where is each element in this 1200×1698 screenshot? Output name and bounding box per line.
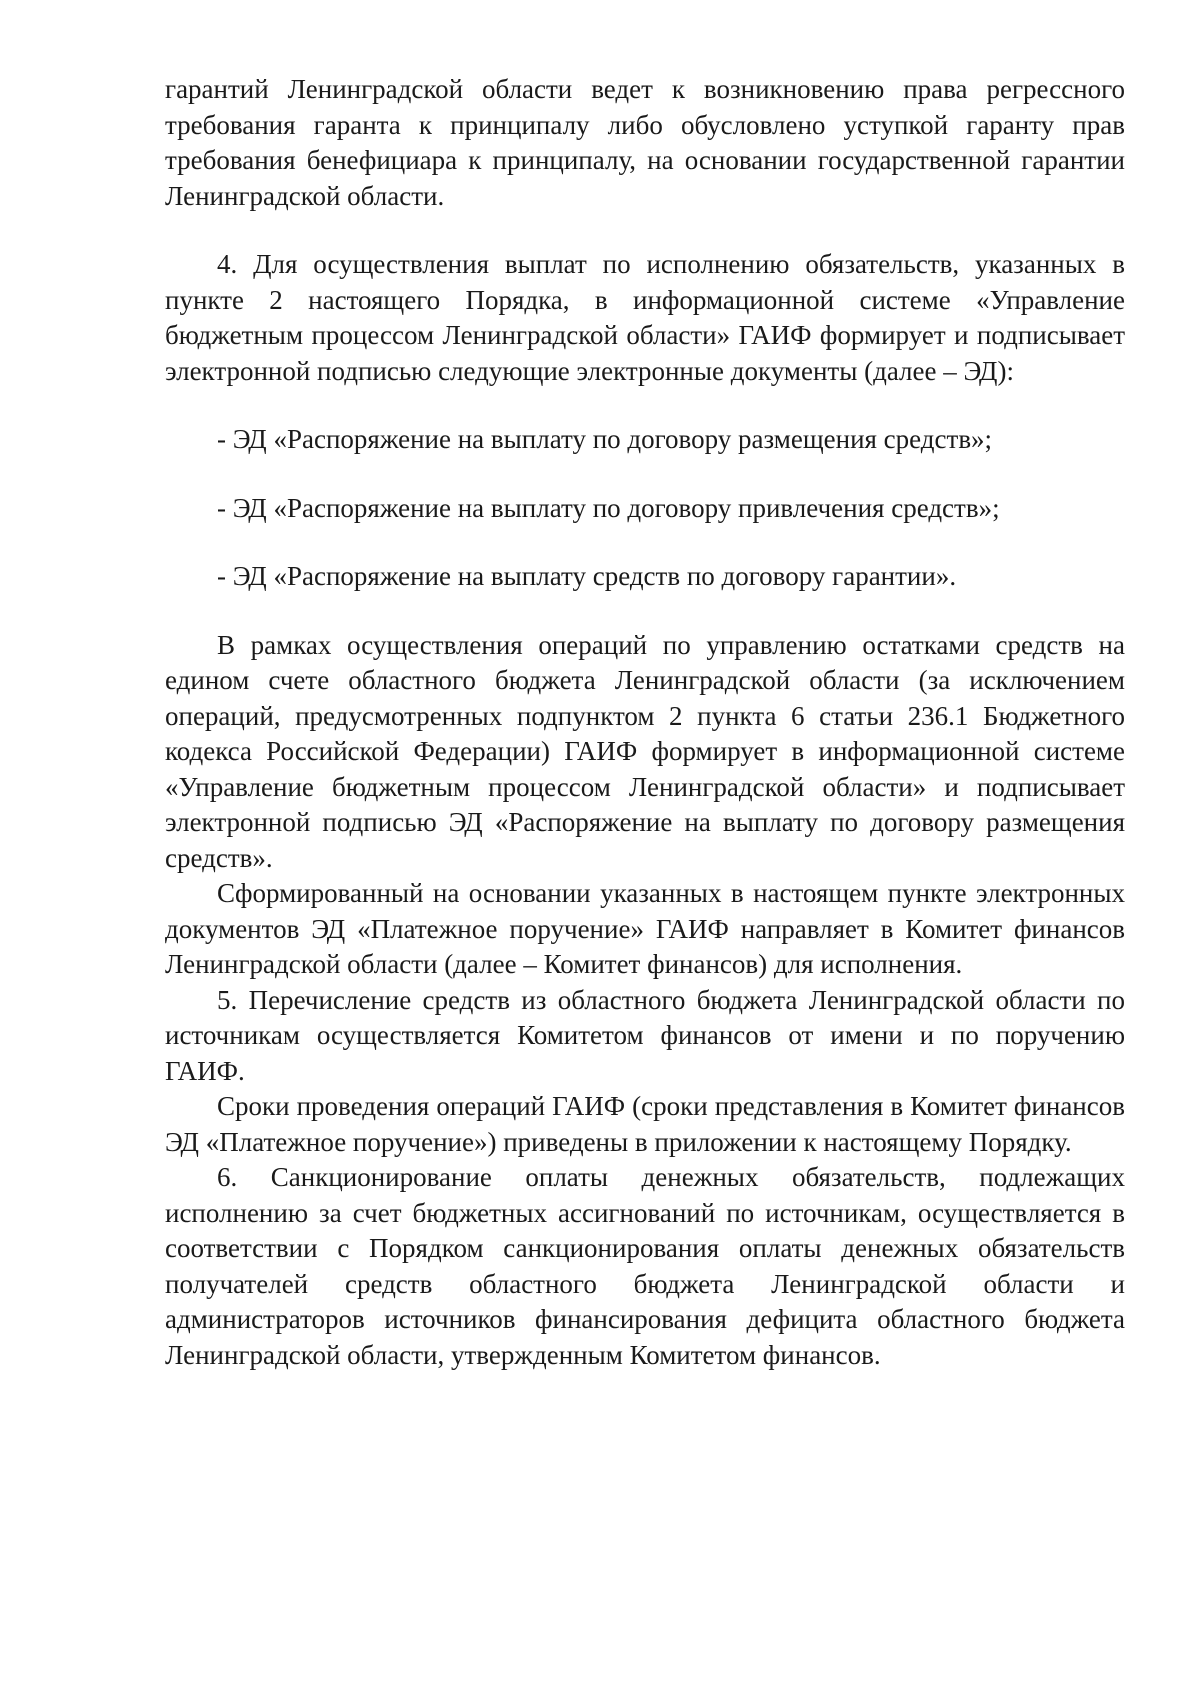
paragraph-item-4: 4. Для осуществления выплат по исполнению обязательств, указанных в пункте 2 настоящего Порядка, в информационной системе «Управление бюджетным процессом Ленинградской области» ГАИФ формирует и подписывает электронной подписью следующие электронные документы (далее – ЭД):: [165, 249, 1125, 386]
paragraph-balance-management: В рамках осуществления операций по управлению остатками средств на едином счете областного бюджета Ленинградской области (за исключением операций, предусмотренных подпунктом 2 пункта 6 статьи 236.1 Бюджетного кодекса Российской Федерации) ГАИФ формирует в информационной системе «Управление бюджетным процессом Ленинградской области» и подписывает электронной подписью ЭД «Распоряжение на выплату по договору размещения средств».: [165, 629, 1125, 873]
paragraph-deadlines: Сроки проведения операций ГАИФ (сроки представления в Комитет финансов ЭД «Платежное поручение») приведены в приложении к настоящему Порядку.: [165, 1091, 1125, 1157]
paragraph-guarantee-continuation: гарантий Ленинградской области ведет к возникновению права регрессного требования гаранта к принципалу либо обусловлено уступкой гаранту прав требования бенефициара к принципалу, на основании государственной гарантии Ленинградской области.: [165, 74, 1125, 211]
list-item-placement-order: - ЭД «Распоряжение на выплату по договору размещения средств»;: [217, 424, 993, 454]
paragraph-item-5: 5. Перечисление средств из областного бюджета Ленинградской области по источникам осуществляется Комитетом финансов от имени и по поручению ГАИФ.: [165, 984, 1125, 1086]
list-item-attraction-order: - ЭД «Распоряжение на выплату по договору привлечения средств»;: [217, 492, 1000, 523]
paragraph-payment-order: Сформированный на основании указанных в настоящем пункте электронных документов ЭД «Платежное поручение» ГАИФ направляет в Комитет финансов Ленинградской области (далее – Комитет финансов) для исполнения.: [165, 878, 1125, 979]
paragraph-item-6: 6. Санкционирование оплаты денежных обязательств, подлежащих исполнению за счет бюджетных ассигнований по источникам, осуществляется в соответствии с Порядком санкционирования оплаты денежных обязательств получателей средств областного бюджета Ленинградской области и администраторов источников финансирования дефицита областного бюджета Ленинградской области, утвержденным Комитетом финансов.: [165, 1162, 1125, 1370]
list-item-guarantee-order: - ЭД «Распоряжение на выплату средств по договору гарантии».: [217, 561, 957, 591]
document-body: [165, 72, 1125, 1373]
